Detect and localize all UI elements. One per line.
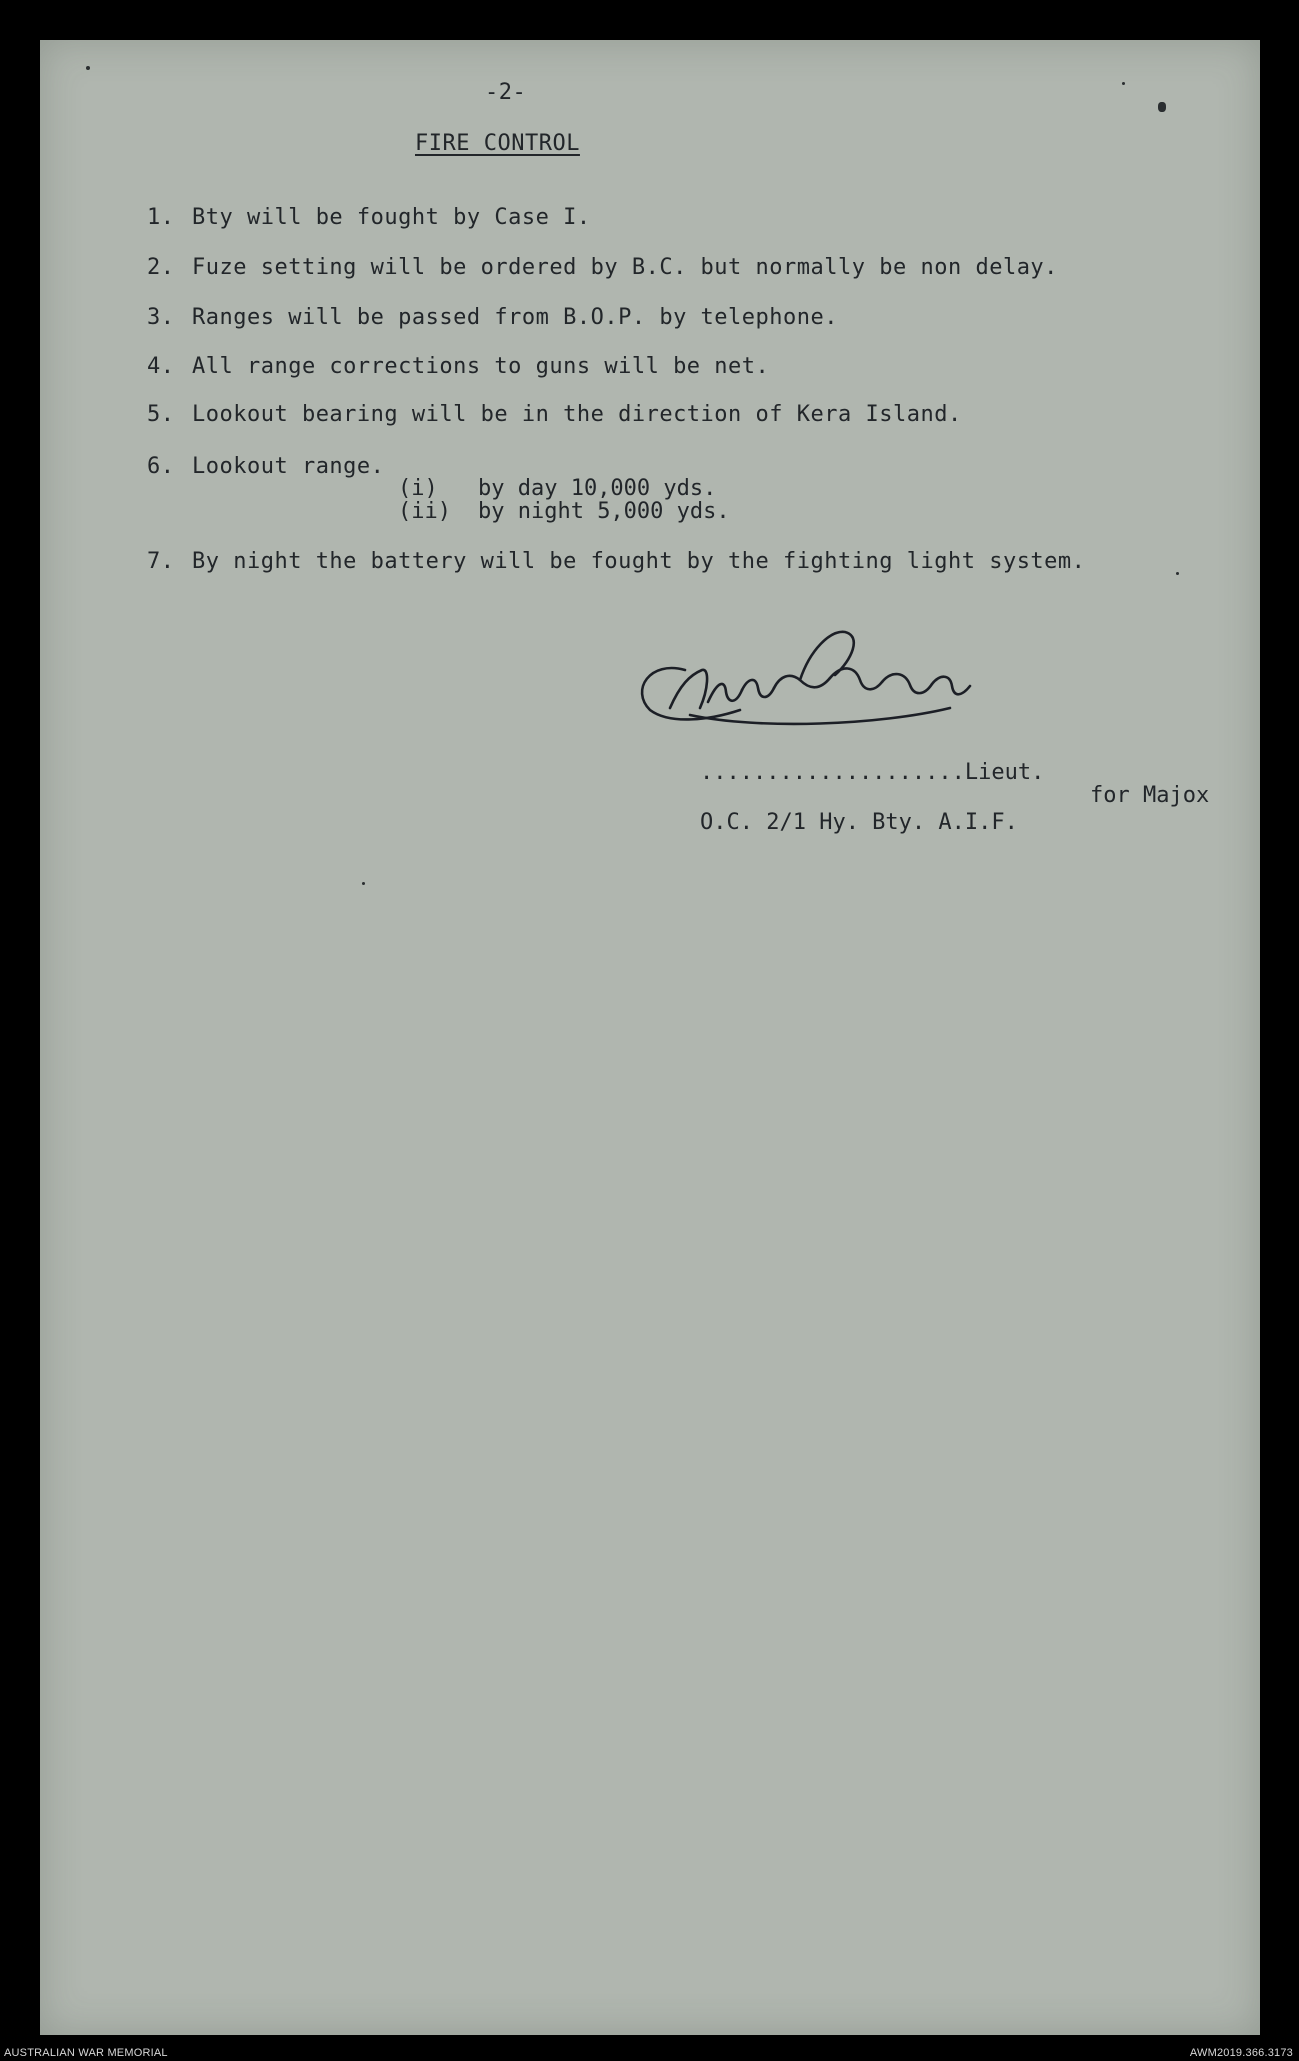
footer-accession-id: AWM2019.366.3173: [1189, 2047, 1293, 2059]
handwritten-signature: [630, 630, 1030, 750]
item-number: 6.: [146, 454, 175, 479]
item-text: Lookout bearing will be in the direction of Kera Island.: [191, 402, 962, 427]
item-text: Fuze setting will be ordered by B.C. but normally be non delay.: [191, 255, 1058, 280]
document-heading: FIRE CONTROL: [415, 131, 580, 156]
item-number: 2.: [146, 255, 175, 280]
sub-item-label: (ii): [397, 499, 451, 524]
signature-block: [630, 630, 1210, 835]
item-text: Bty will be fought by Case I.: [191, 205, 591, 230]
list-item: [92, 429, 384, 504]
footer-source: AUSTRALIAN WAR MEMORIAL: [4, 2047, 168, 2059]
item-number: 7.: [146, 549, 175, 574]
document-page: [40, 40, 1260, 2035]
item-text: Ranges will be passed from B.O.P. by telephone.: [191, 305, 839, 330]
list-item: [92, 524, 1085, 599]
sub-item-text: by night 5,000 yds.: [477, 499, 730, 524]
item-text: Lookout range.: [191, 454, 385, 479]
item-number: 4.: [146, 354, 175, 379]
paper-speck: [86, 66, 90, 70]
signature-unit-line: O.C. 2/1 Hy. Bty. A.I.F.: [700, 810, 1018, 835]
item-text: All range corrections to guns will be net.: [191, 354, 770, 379]
paper-speck: [1158, 102, 1166, 112]
sub-item-text: by day 10,000 yds.: [477, 476, 717, 501]
paper-speck: [1122, 82, 1125, 85]
paper-speck: [362, 882, 365, 885]
signature-dots-line: ....................Lieut.: [700, 760, 1045, 785]
signature-for-line: for Majox: [1090, 783, 1210, 808]
sub-item-label: (i): [397, 476, 438, 501]
item-number: 3.: [146, 305, 175, 330]
item-number: 5.: [146, 402, 175, 427]
item-number: 1.: [146, 205, 175, 230]
item-text: By night the battery will be fought by the fighting light system.: [191, 549, 1086, 574]
page-number: -2-: [485, 80, 527, 105]
paper-speck: [1176, 572, 1179, 575]
